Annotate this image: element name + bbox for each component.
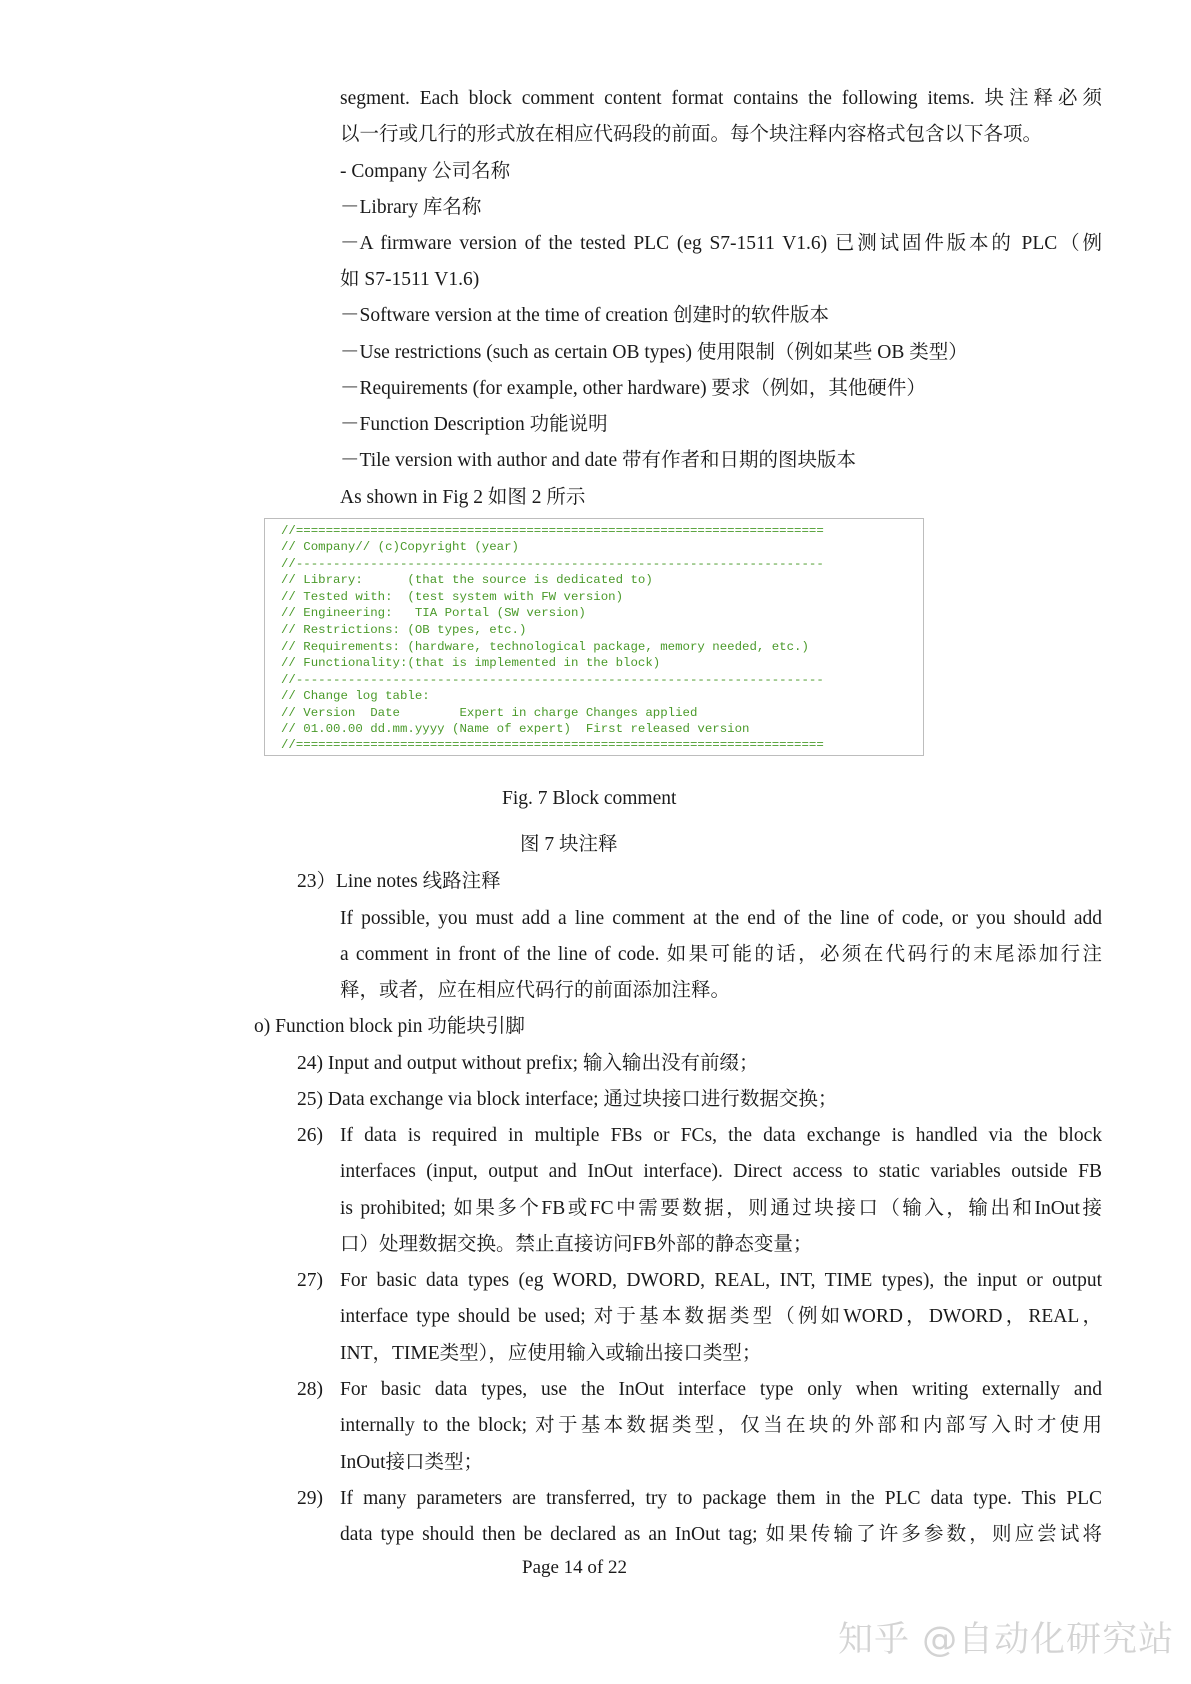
section-23-line-1: If possible, you must add a line comment at the end of the line of code, or you should add [340,908,1102,929]
page-number: Page 14 of 22 [522,1557,628,1578]
rule-26-line-3: is prohibited; 如果多个FB或FC中需要数据，则通过块接口（输入，输出和InOut接 [340,1198,1102,1219]
figure-caption-en: Fig. 7 Block comment [502,788,677,809]
code-line: // 01.00.00 dd.mm.yyyy (Name of expert) First released version [281,722,750,736]
intro-line-1: segment. Each block comment content format contains the following items. 块注释必须 [340,88,1102,109]
section-23-line-3: 释，或者，应在相应代码行的前面添加注释。 [340,980,731,1001]
rule-27-line-3: INT，TIME类型），应使用输入或输出接口类型； [340,1343,762,1364]
rule-29-number: 29) [297,1488,323,1509]
list-item-library: －Library 库名称 [340,197,482,218]
rule-28-line-1: For basic data types, use the InOut interface type only when writing externally and [340,1379,1102,1400]
code-line: // Company// (c)Copyright (year) [281,540,519,554]
code-line: //======================================================================= [281,738,824,752]
code-line: // Restrictions: (OB types, etc.) [281,623,527,637]
list-item-requirements: －Requirements (for example, other hardware) 要求（例如，其他硬件） [340,378,926,399]
list-item-firmware: －A firmware version of the tested PLC (eg S7-1511 V1.6) 已测试固件版本的 PLC（例 [340,233,1102,254]
list-item-function: －Function Description 功能说明 [340,414,608,435]
rule-28-number: 28) [297,1379,323,1400]
code-line: // Change log table: [281,689,430,703]
rule-28-line-3: InOut接口类型； [340,1452,483,1473]
rule-28-line-2: internally to the block; 对于基本数据类型，仅当在块的外部和内部写入时才使用 [340,1415,1102,1436]
code-line: // Functionality:(that is implemented in the block) [281,656,661,670]
rule-26-line-1: If data is required in multiple FBs or FCs, the data exchange is handled via the block [340,1125,1102,1146]
figure-caption-zh: 图 7 块注释 [520,834,618,855]
section-o-heading: o) Function block pin 功能块引脚 [254,1016,525,1037]
code-line: //----------------------------------------------------------------------- [281,673,824,687]
rule-27-line-1: For basic data types (eg WORD, DWORD, REAL, INT, TIME types), the input or output [340,1270,1102,1291]
rule-29-line-1: If many parameters are transferred, try to package them in the PLC data type. This PLC [340,1488,1102,1509]
rule-26-line-4: 口）处理数据交换。禁止直接访问FB外部的静态变量； [340,1234,813,1255]
rule-27-number: 27) [297,1270,323,1291]
rule-26-number: 26) [297,1125,323,1146]
code-line: // Library: (that the source is dedicated to) [281,573,653,587]
code-block-figure [264,518,924,756]
code-line: // Requirements: (hardware, technological package, memory needed, etc.) [281,640,809,654]
list-item-software: －Software version at the time of creation 创建时的软件版本 [340,305,830,326]
fig-reference: As shown in Fig 2 如图 2 所示 [340,487,586,508]
watermark: 知乎 @自动化研究站 [838,1620,1175,1660]
rule-25: 25) Data exchange via block interface; 通过块接口进行数据交换； [297,1089,838,1110]
list-item-restrictions: －Use restrictions (such as certain OB types) 使用限制（例如某些 OB 类型） [340,342,968,363]
section-23-line-2: a comment in front of the line of code. 如果可能的话，必须在代码行的末尾添加行注 [340,944,1102,965]
rule-24: 24) Input and output without prefix; 输入输出没有前缀； [297,1053,759,1074]
rule-27-line-2: interface type should be used; 对于基本数据类型（例如WORD，DWORD，REAL， [340,1306,1102,1327]
list-item-version: －Tile version with author and date 带有作者和日期的图块版本 [340,450,856,471]
rule-26-line-2: interfaces (input, output and InOut interface). Direct access to static variables outside FB [340,1161,1102,1182]
section-23-heading: 23）Line notes 线路注释 [297,871,501,892]
intro-line-2: 以一行或几行的形式放在相应代码段的前面。每个块注释内容格式包含以下各项。 [340,124,1043,145]
rule-29-line-2: data type should then be declared as an InOut tag; 如果传输了许多参数，则应尝试将 [340,1524,1102,1545]
code-line: // Version Date Expert in charge Changes applied [281,706,698,720]
code-line: //----------------------------------------------------------------------- [281,557,824,571]
list-item-company: - Company 公司名称 [340,161,511,182]
code-line: // Tested with: (test system with FW version) [281,590,624,604]
code-line: //======================================================================= [281,524,824,538]
list-item-firmware-cont: 如 S7-1511 V1.6) [340,269,480,290]
code-line: // Engineering: TIA Portal (SW version) [281,606,586,620]
